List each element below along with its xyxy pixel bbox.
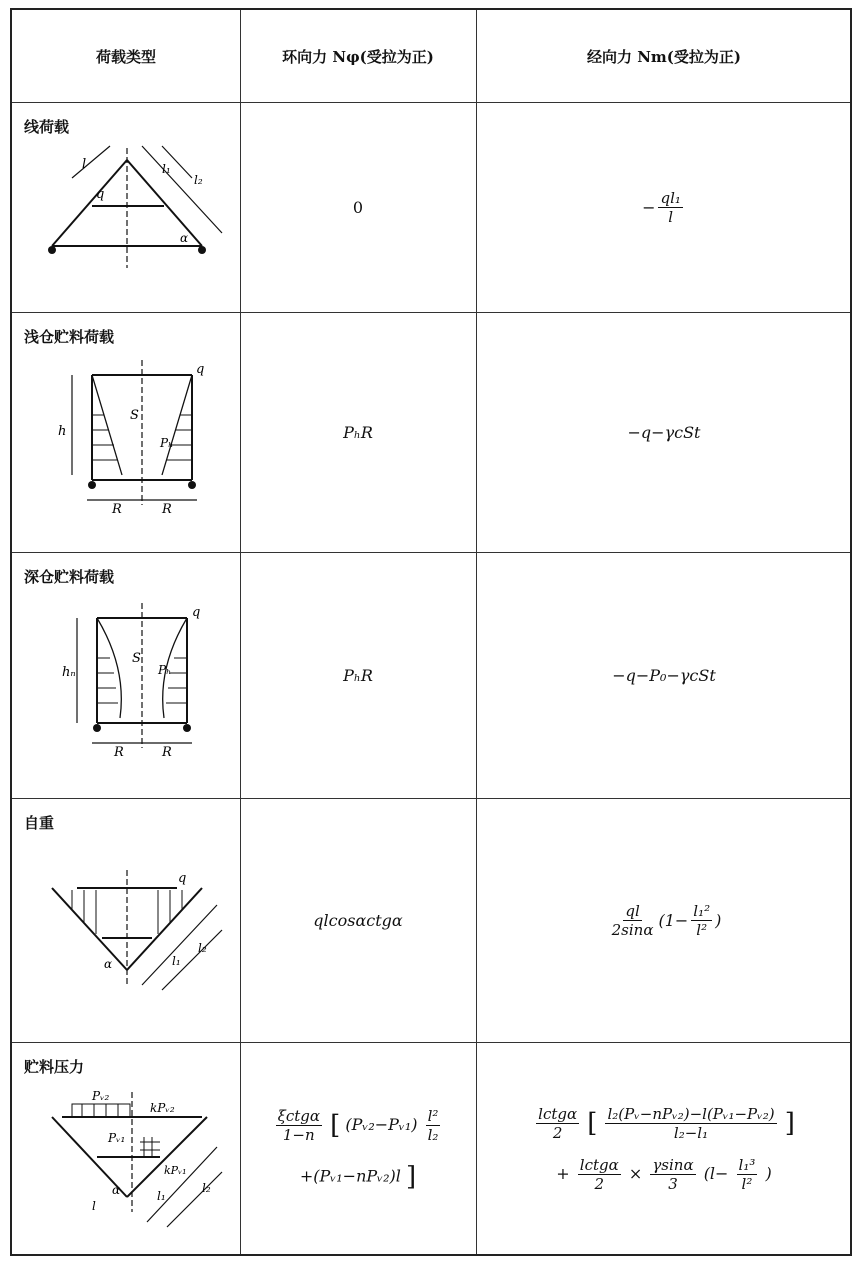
hoop-force-shallow-bin: PₕR [343,422,373,442]
meridional-force-shallow-bin: −q−γcSt [627,422,701,442]
svg-text:α: α [104,957,113,971]
meridional-force-material-pressure: $\frac{\text{lctgα}}{2}$ [ $\frac{\text{l₂(Pᵥ−nPᵥ₂)−l(Pᵥ₁−Pᵥ₂)}}{\text{l₂−l₁}}$ ] + $\frac{\text{lctgα}}{2}$ × $\frac{\gamma\sin\alpha}{3}$ (l− $\frac{\text{l₁³}}{\text{l²}}$ ) [538,1105,795,1193]
svg-text:q: q [192,605,201,620]
self-weight-diagram [32,860,232,1000]
svg-text:kPᵥ₁: kPᵥ₁ [164,1164,187,1177]
svg-text:q: q [96,187,105,202]
svg-text:l₁: l₁ [172,954,181,968]
header-hoop-force: 环向力 Nφ(受拉为正) [282,47,434,66]
svg-text:R: R [112,502,122,515]
svg-text:q: q [196,362,205,377]
hoop-force-deep-bin: PₕR [343,665,373,685]
svg-text:α: α [180,231,189,245]
header-load-type: 荷载类型 [95,47,156,66]
svg-text:h: h [58,424,67,439]
line-load-diagram [32,138,232,278]
svg-text:Pᵥ₁: Pᵥ₁ [108,1131,126,1145]
svg-text:Pₕ: Pₕ [158,663,172,677]
svg-text:kPᵥ₂: kPᵥ₂ [150,1101,175,1115]
header-meridional-force: 经向力 Nm(受拉为正) [587,47,741,66]
svg-text:hₙ: hₙ [62,665,76,680]
svg-text:α: α [112,1183,121,1197]
svg-text:l: l [92,1199,96,1213]
svg-text:R: R [114,745,124,758]
row-title-material-pressure: 贮料压力 [24,1058,85,1076]
svg-text:l₂: l₂ [198,941,207,955]
svg-text:R: R [162,745,172,758]
svg-text:l₂: l₂ [194,173,203,187]
svg-text:S: S [130,408,139,423]
shallow-bin-diagram [42,355,222,515]
load-table [10,8,852,1256]
svg-text:R: R [162,502,172,515]
svg-text:S: S [132,651,141,666]
svg-text:l: l [82,157,87,172]
svg-text:l₁: l₁ [162,162,171,176]
hoop-force-self-weight: qlcosαctgα [313,910,403,930]
svg-text:Pᵥ₂: Pᵥ₂ [92,1089,110,1103]
meridional-force-deep-bin: −q−P₀−γcSt [612,665,716,685]
svg-text:q: q [178,871,187,886]
svg-text:l₁: l₁ [157,1189,166,1203]
svg-text:l₂: l₂ [202,1181,211,1195]
row-title-deep-bin: 深仓贮料荷载 [24,568,115,586]
svg-text:Pₕ: Pₕ [160,436,174,450]
material-pressure-diagram [32,1082,232,1232]
row-title-line-load: 线荷载 [24,118,70,136]
meridional-force-self-weight: $\frac{ql}{2\sin\alpha}$ (1− $\frac{\text{l₁²}}{\text{l²}}$ ) [611,901,722,939]
row-title-self-weight: 自重 [24,814,55,832]
row-title-shallow-bin: 浅仓贮料荷载 [24,328,115,346]
meridional-force-line-load: − $\frac{\text{ql₁}}{l}$ [642,188,681,226]
hoop-force-line-load: 0 [352,197,364,217]
deep-bin-diagram [42,598,222,758]
hoop-force-material-pressure: $\frac{\text{ξctgα}}{1-n}$ [ (Pᵥ₂−Pᵥ₁) $\frac{\text{l²}}{\text{l₂}}$ +(Pᵥ₁−nPᵥ₂)l ] [277,1106,439,1192]
